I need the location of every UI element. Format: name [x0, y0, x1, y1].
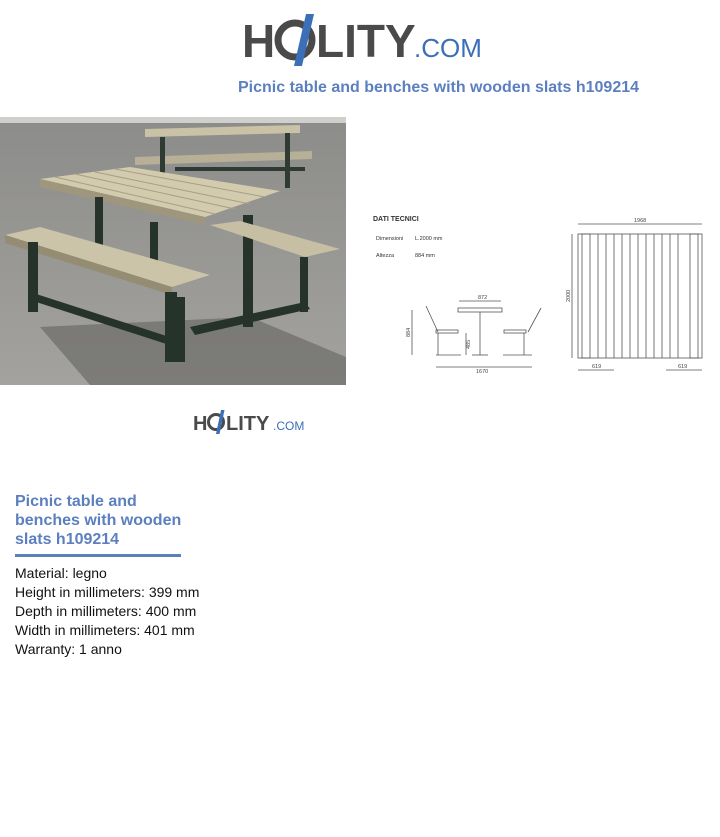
wall-strip — [0, 117, 346, 123]
dim-right-offset: 619 — [678, 364, 688, 370]
product-photo — [0, 117, 346, 385]
dim-seat-height: 485 — [466, 339, 472, 349]
title-divider — [15, 554, 181, 557]
logo-suffix: .COM — [273, 419, 305, 433]
tech-value-height: 884 mm — [415, 253, 435, 259]
product-specs — [15, 564, 199, 659]
plan-view — [572, 224, 702, 370]
dim-length: 1670 — [476, 369, 489, 375]
dim-top-width: 872 — [478, 295, 488, 301]
dim-plan-depth: 2000 — [566, 289, 572, 302]
tech-label-dimensions: Dimensioni — [376, 236, 404, 242]
dim-height: 884 — [406, 327, 412, 337]
tech-label-height: Altezza — [376, 253, 395, 259]
logo-suffix: .COM — [414, 33, 482, 63]
spec-height: Height in millimeters: 399 mm — [15, 584, 200, 600]
logo-letters-lity: LITY — [226, 413, 270, 435]
product-title: Picnic table and benches with wooden slats h109214 — [15, 493, 182, 548]
side-elevation — [412, 301, 541, 367]
page-title: Picnic table and benches with wooden slats h109214 — [238, 79, 640, 96]
tech-heading: DATI TECNICI — [373, 216, 419, 223]
spec-width: Width in millimeters: 401 mm — [15, 622, 195, 638]
dim-left-offset: 619 — [592, 364, 602, 370]
logo-letter-h: H — [242, 15, 276, 66]
technical-drawing — [366, 210, 708, 380]
spec-depth: Depth in millimeters: 400 mm — [15, 603, 197, 619]
tech-value-dimensions: L.2000 mm — [415, 236, 443, 242]
spec-material: Material: legno — [15, 565, 107, 581]
holity-logo-small[interactable] — [193, 409, 305, 435]
spec-warranty: Warranty: 1 anno — [15, 641, 122, 657]
logo-letter-h: H — [193, 413, 208, 435]
logo-letters-lity: LITY — [316, 15, 416, 66]
holity-logo[interactable] — [242, 10, 482, 66]
dim-plan-width: 1968 — [634, 218, 647, 224]
